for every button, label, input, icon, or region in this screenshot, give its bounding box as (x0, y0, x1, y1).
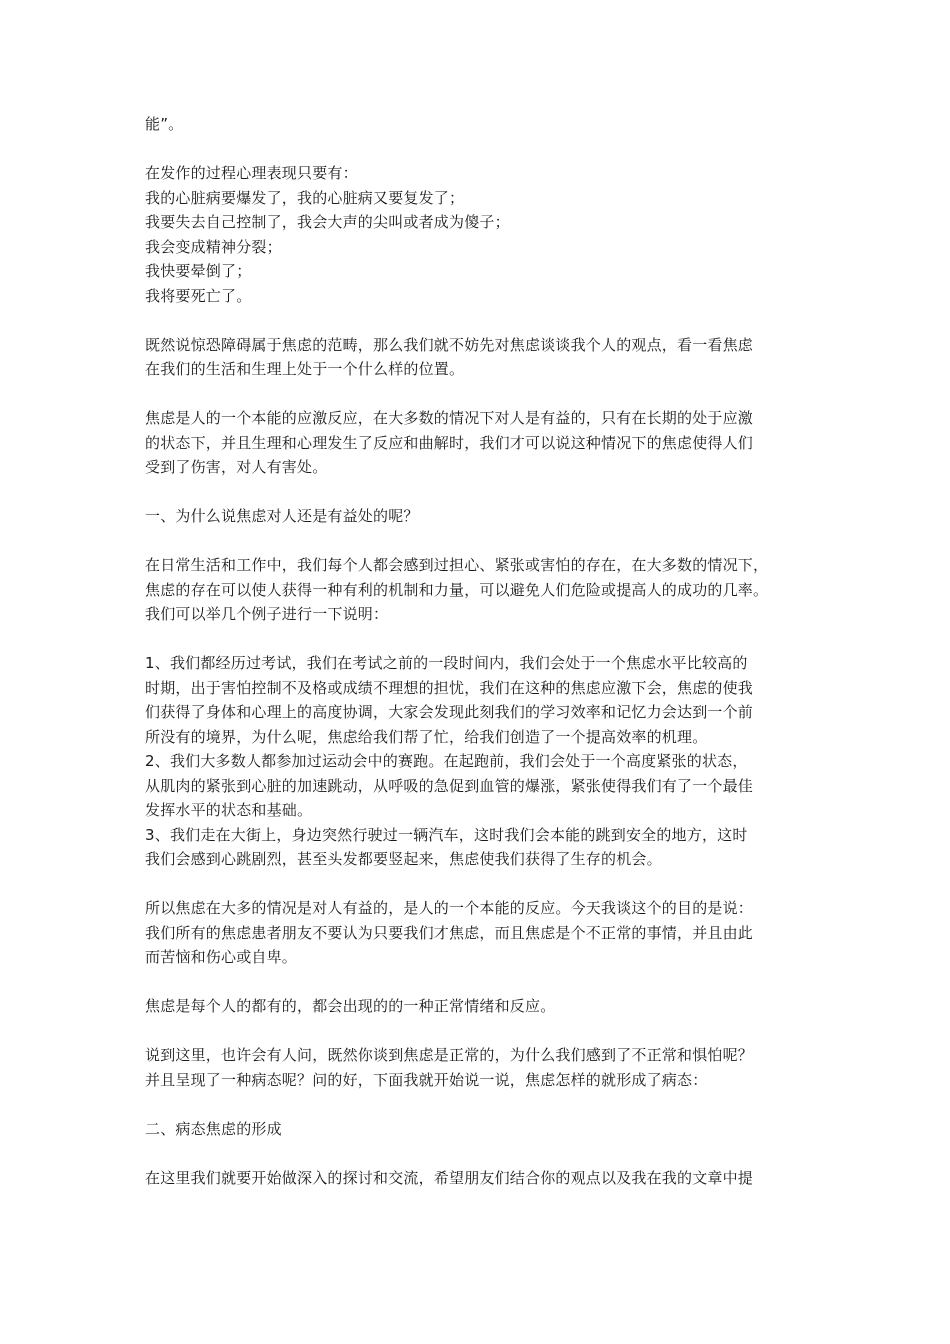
paragraph (145, 112, 825, 137)
text-line: 能”。 (145, 115, 184, 133)
text-line: 我们可以举几个例子进行一下说明： (145, 605, 389, 623)
text-line: 而苦恼和伤心或自卑。 (145, 948, 298, 966)
text-line: 所以焦虑在大多的情况是对人有益的，是人的一个本能的反应。今天我谈这个的目的是说： (145, 899, 754, 917)
text-line: 的状态下，并且生理和心理发生了反应和曲解时，我们才可以说这种情况下的焦虑使得人们 (145, 433, 754, 452)
paragraph-gap (145, 382, 825, 407)
text-line: 二、病态焦虑的形成 (145, 1119, 282, 1138)
paragraph (145, 504, 825, 529)
paragraph (145, 161, 825, 308)
text-line: 在发作的过程心理表现只要有： (145, 164, 358, 182)
text-line: 我快要晕倒了； (145, 262, 252, 280)
paragraph (145, 994, 825, 1019)
paragraph-gap (145, 480, 825, 505)
text-line: 在日常生活和工作中，我们每个人都会感到过担心、紧张或害怕的存在，在大多数的情况下， (145, 556, 769, 574)
paragraph (145, 553, 825, 627)
paragraph-gap (145, 1092, 825, 1117)
paragraph (145, 1166, 825, 1191)
text-line: 并且呈现了一种病态呢？问的好，下面我就开始说一说，焦虑怎样的就形成了病态： (145, 1070, 708, 1089)
document-body (145, 112, 825, 1190)
text-line: 焦虑是每个人的都有的，都会出现的的一种正常情绪和反应。 (145, 997, 556, 1015)
text-line: 时期，出于害怕控制不及格或成绩不理想的担忧，我们在这种的焦虑应激下会，焦虑的使我 (145, 678, 754, 697)
paragraph-gap (145, 308, 825, 333)
paragraph-gap (145, 1019, 825, 1044)
paragraph-gap (145, 137, 825, 162)
text-line: 3、我们走在大街上，身边突然行驶过一辆汽车，这时我们会本能的跳到安全的地方，这时 (145, 825, 748, 844)
paragraph (145, 896, 825, 970)
paragraph-gap (145, 529, 825, 554)
text-line: 我们所有的焦虑患者朋友不要认为只要我们才焦虑，而且焦虑是个不正常的事情，并且由此 (145, 923, 754, 942)
text-line: 从肌肉的紧张到心脏的加速跳动，从呼吸的急促到血管的爆涨，紧张使得我们有了一个最佳 (145, 776, 754, 795)
text-line: 既然说惊恐障碍属于焦虑的范畴，那么我们就不妨先对焦虑谈谈我个人的观点，看一看焦虑 (145, 335, 754, 354)
paragraph-gap (145, 872, 825, 897)
paragraph-gap (145, 970, 825, 995)
text-line: 我将要死亡了。 (145, 286, 252, 305)
text-line: 一、为什么说焦虑对人还是有益处的呢？ (145, 507, 419, 525)
text-line: 1、我们都经历过考试，我们在考试之前的一段时间内，我们会处于一个焦虑水平比较高的 (145, 654, 748, 672)
text-line: 我要失去自己控制了，我会大声的尖叫或者成为傻子； (145, 213, 510, 231)
text-line: 我会变成精神分裂； (145, 237, 282, 256)
text-line: 说到这里，也许会有人问，既然你谈到焦虑是正常的，为什么我们感到了不正常和惧怕呢？ (145, 1046, 754, 1064)
text-line: 2、我们大多数人都参加过运动会中的赛跑。在起跑前，我们会处于一个高度紧张的状态， (145, 752, 748, 770)
text-line: 们获得了身体和心理上的高度协调，大家会发现此刻我们的学习效率和记忆力会达到一个前 (145, 703, 754, 721)
text-line: 我们会感到心跳剧烈，甚至头发都要竖起来，焦虑使我们获得了生存的机会。 (145, 850, 662, 868)
paragraph (145, 651, 825, 872)
text-line: 所没有的境界，为什么呢，焦虑给我们帮了忙，给我们创造了一个提高效率的机理。 (145, 727, 708, 746)
text-line: 焦虑的存在可以使人获得一种有利的机制和力量，可以避免人们危险或提高人的成功的几率。 (145, 580, 769, 599)
paragraph (145, 1043, 825, 1092)
text-line: 在这里我们就要开始做深入的探讨和交流，希望朋友们结合你的观点以及我在我的文章中提 (145, 1168, 754, 1187)
paragraph-gap (145, 1141, 825, 1166)
paragraph-gap (145, 627, 825, 652)
text-line: 我的心脏病要爆发了，我的心脏病又要复发了； (145, 188, 465, 207)
text-line: 受到了伤害，对人有害处。 (145, 458, 328, 476)
paragraph (145, 406, 825, 480)
paragraph (145, 1117, 825, 1142)
paragraph (145, 333, 825, 382)
text-line: 在我们的生活和生理上处于一个什么样的位置。 (145, 360, 465, 378)
text-line: 发挥水平的状态和基础。 (145, 801, 313, 819)
text-line: 焦虑是人的一个本能的应激反应，在大多数的情况下对人是有益的，只有在长期的处于应激 (145, 409, 754, 427)
